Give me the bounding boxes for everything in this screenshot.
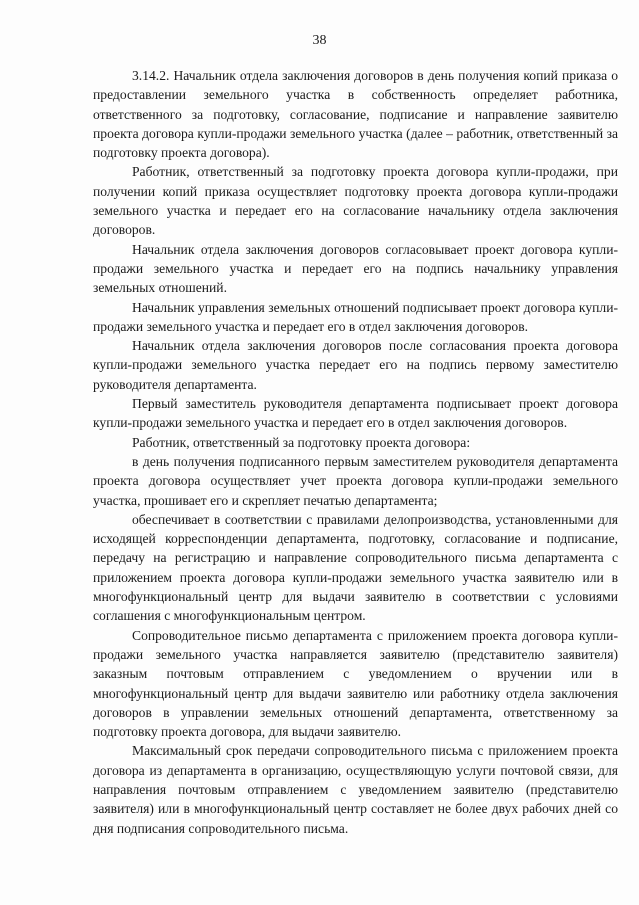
paragraph-to-first-deputy: Начальник отдела заключения договоров после согласования проекта договора купли-продажи земельного участка передает его на подпись первому заместителю руководителя департамента. (93, 338, 618, 392)
paragraph-first-deputy-signs: Первый заместитель руководителя департамента подписывает проект договора купли-продажи земельного участка и передает его в отдел заключения договоров. (93, 396, 618, 431)
paragraph-head-approves: Начальник отдела заключения договоров согласовывает проект договора купли-продажи земельного участка и передает его на подпись начальнику управления земельных отношений. (93, 241, 618, 296)
paragraph-worker-duties-intro: Работник, ответственный за подготовку проекта договора: (132, 434, 471, 450)
paragraph-cover-letter-sending: Сопроводительное письмо департамента с приложением проекта договора купли-продажи земельного участка направляется заявителю (представителю заявителя) заказным почтовым отправлением с уведомлением о вручении или в многофункциональный центр для выдачи заявителю или работнику отдела заключения договоров в управлении земельных отношений департамента, ответственному за подготовку проекта договора, для выдачи заявителю. (93, 627, 618, 740)
paragraph-land-head-signs: Начальник управления земельных отношений подписывает проект договора купли-продажи земельного участка и передает его в отдел заключения договоров. (93, 299, 618, 334)
document-body (93, 66, 618, 838)
paragraph-3-14-2: 3.14.2. Начальник отдела заключения договоров в день получения копий приказа о предоставлении земельного участка в собственность определяет работника, ответственного за подготовку, согласование, подписание и направление заявителю проекта договора купли-продажи земельного участка (далее – работник, ответственный за подготовку проекта договора). (93, 68, 618, 161)
paragraph-worker-duty-registration: в день получения подписанного первым заместителем руководителя департамента проекта договора осуществляет учет проекта договора купли-продажи земельного участка, прошивает его и скрепляет печатью департамента; (93, 453, 618, 508)
paragraph-worker-duty-letter: обеспечивает в соответствии с правилами делопроизводства, установленными для исходящей корреспонденции департамента, подготовку, согласование и подписание, передачу на регистрацию и направление сопроводительного письма департамента с приложением проекта договора купли-продажи земельного участка заявителю или в многофункциональный центр для выдачи заявителю в соответствии с условиями соглашения с многофункциональным центром. (93, 511, 618, 624)
page-number: 38 (312, 33, 327, 48)
paragraph-worker-prepares: Работник, ответственный за подготовку проекта договора купли-продажи, при получении копий приказа осуществляет подготовку проекта договора купли-продажи земельного участка и передает его на согласование начальнику отдела заключения договоров. (93, 164, 618, 238)
paragraph-max-term: Максимальный срок передачи сопроводительного письма с приложением проекта договора из департамента в организацию, осуществляющую услуги почтовой связи, для направления почтовым отправлением с уведомлением заявителю (представителю заявителя) или в многофункциональный центр составляет не более двух рабочих дней со дня подписания сопроводительного письма. (93, 743, 618, 836)
